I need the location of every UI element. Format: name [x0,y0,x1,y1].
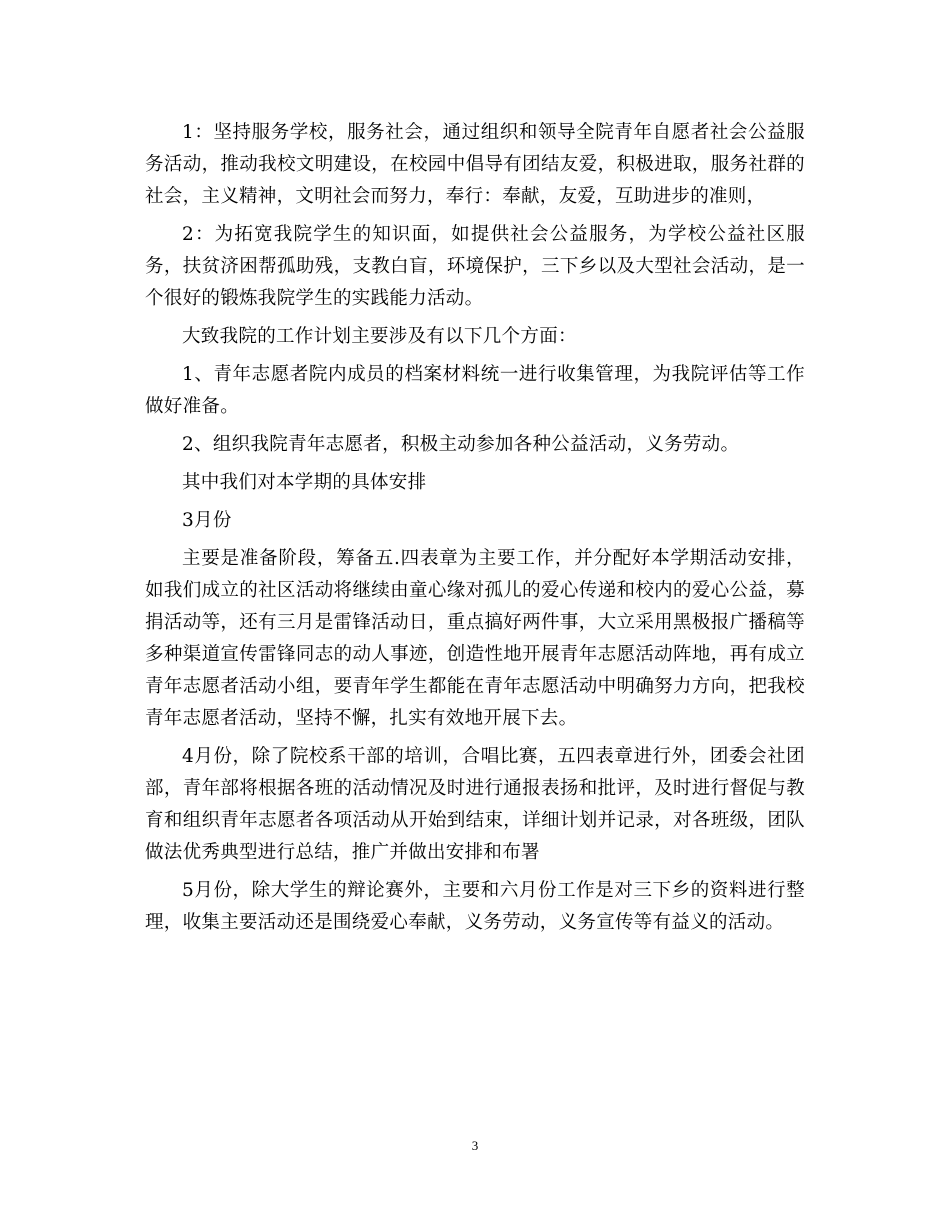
paragraph-may: 5月份，除大学生的辩论赛外，主要和六月份工作是对三下乡的资料进行整理，收集主要活动还是围绕爱心奉献，义务劳动，义务宣传等有益义的活动。 [145,880,805,933]
paragraph-march-detail: 主要是准备阶段，筹备五.四表章为主要工作，并分配好本学期活动安排，如我们成立的社区活动将继续由童心缘对孤儿的爱心传递和校内的爱心公益，募捐活动等，还有三月是雷锋活动日，重点搞好两件事，大立采用黑极报广播稿等多种渠道宣传雷锋同志的动人事迹，创造性地开展青年志愿活动阵地，再有成立青年志愿者活动小组，要青年学生都能在青年志愿活动中明确努力方向，把我校青年志愿者活动，坚持不懈，扎实有效地开展下去。 [145,548,805,729]
document-body [145,117,805,939]
paragraph-plan-item-1: 1、青年志愿者院内成员的档案材料统一进行收集管理，为我院评估等工作做好准备。 [145,364,805,417]
paragraph-plan-intro: 大致我院的工作计划主要涉及有以下几个方面： [182,326,577,347]
paragraph-march-heading: 3月份 [182,510,232,531]
paragraph-april: 4月份，除了院校系干部的培训，合唱比赛，五四表章进行外，团委会社团部，青年部将根据各班的活动情况及时进行通报表扬和批评，及时进行督促与教育和组织青年志愿者各项活动从开始到结束，详细计划并记录，对各班级，团队做法优秀典型进行总结，推广并做出安排和布署 [145,746,805,863]
page-number: 3 [471,1138,479,1153]
paragraph-goal-2: 2：为拓宽我院学生的知识面，如提供社会公益服务，为学校公益社区服务，扶贫济困帮孤助残，支教白盲，环境保护，三下乡以及大型社会活动，是一个很好的锻炼我院学生的实践能力活动。 [145,224,805,309]
paragraph-schedule-intro: 其中我们对本学期的具体安排 [182,472,427,493]
paragraph-goal-1: 1：坚持服务学校，服务社会，通过组织和领导全院青年自愿者社会公益服务活动，推动我校文明建设，在校园中倡导有团结友爱，积极进取，服务社群的社会，主义精神，文明社会而努力，奉行：奉献，友爱，互助进步的准则， [145,122,805,207]
paragraph-plan-item-2: 2、组织我院青年志愿者，积极主动参加各种公益活动，义务劳动。 [182,434,740,455]
